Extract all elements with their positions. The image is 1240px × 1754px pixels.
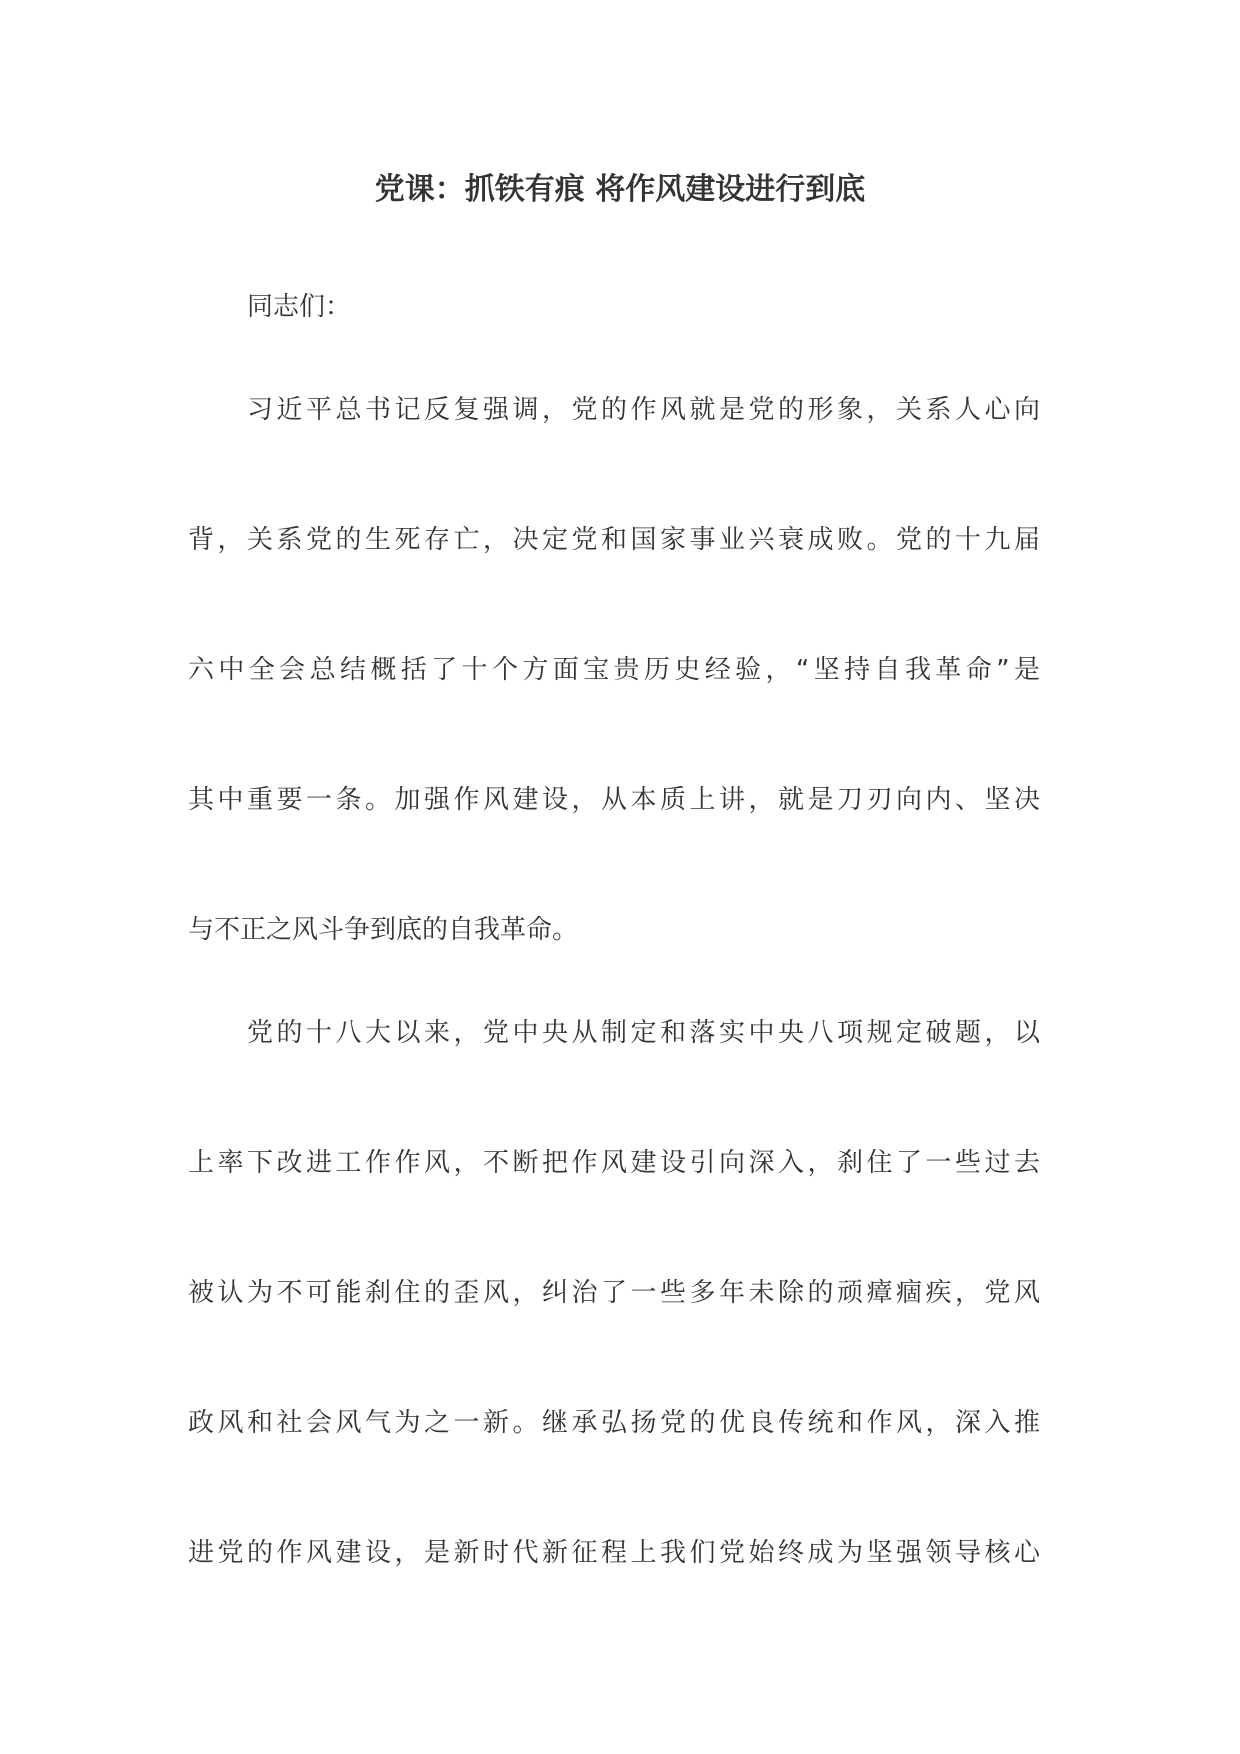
paragraph-1-line-2: 背，关系党的生死存亡，决定党和国家事业兴衰成败。党的十九届 [188, 525, 1040, 555]
paragraph-2-line-4: 政风和社会风气为之一新。继承弘扬党的优良传统和作风，深入推 [188, 1408, 1040, 1438]
paragraph-1-line-4: 其中重要一条。加强作风建设，从本质上讲，就是刀刃向内、坚决 [188, 785, 1040, 815]
paragraph-1-line-5: 与不正之风斗争到底的自我革命。 [188, 915, 579, 945]
paragraph-2-line-2: 上率下改进工作作风，不断把作风建设引向深入，刹住了一些过去 [188, 1148, 1040, 1178]
paragraph-2-line-1: 党的十八大以来，党中央从制定和落实中央八项规定破题，以 [247, 1018, 1040, 1048]
paragraph-2-line-5: 进党的作风建设，是新时代新征程上我们党始终成为坚强领导核心 [188, 1538, 1040, 1568]
paragraph-2-line-3: 被认为不可能刹住的歪风，纠治了一些多年未除的顽瘴痼疾，党风 [188, 1278, 1040, 1308]
document-title: 党课：抓铁有痕 将作风建设进行到底 [374, 172, 866, 207]
paragraph-1-line-1: 习近平总书记反复强调，党的作风就是党的形象，关系人心向 [247, 395, 1040, 425]
paragraph-1-line-3: 六中全会总结概括了十个方面宝贵历史经验，“坚持自我革命”是 [188, 655, 1040, 685]
salutation: 同志们： [247, 292, 352, 322]
